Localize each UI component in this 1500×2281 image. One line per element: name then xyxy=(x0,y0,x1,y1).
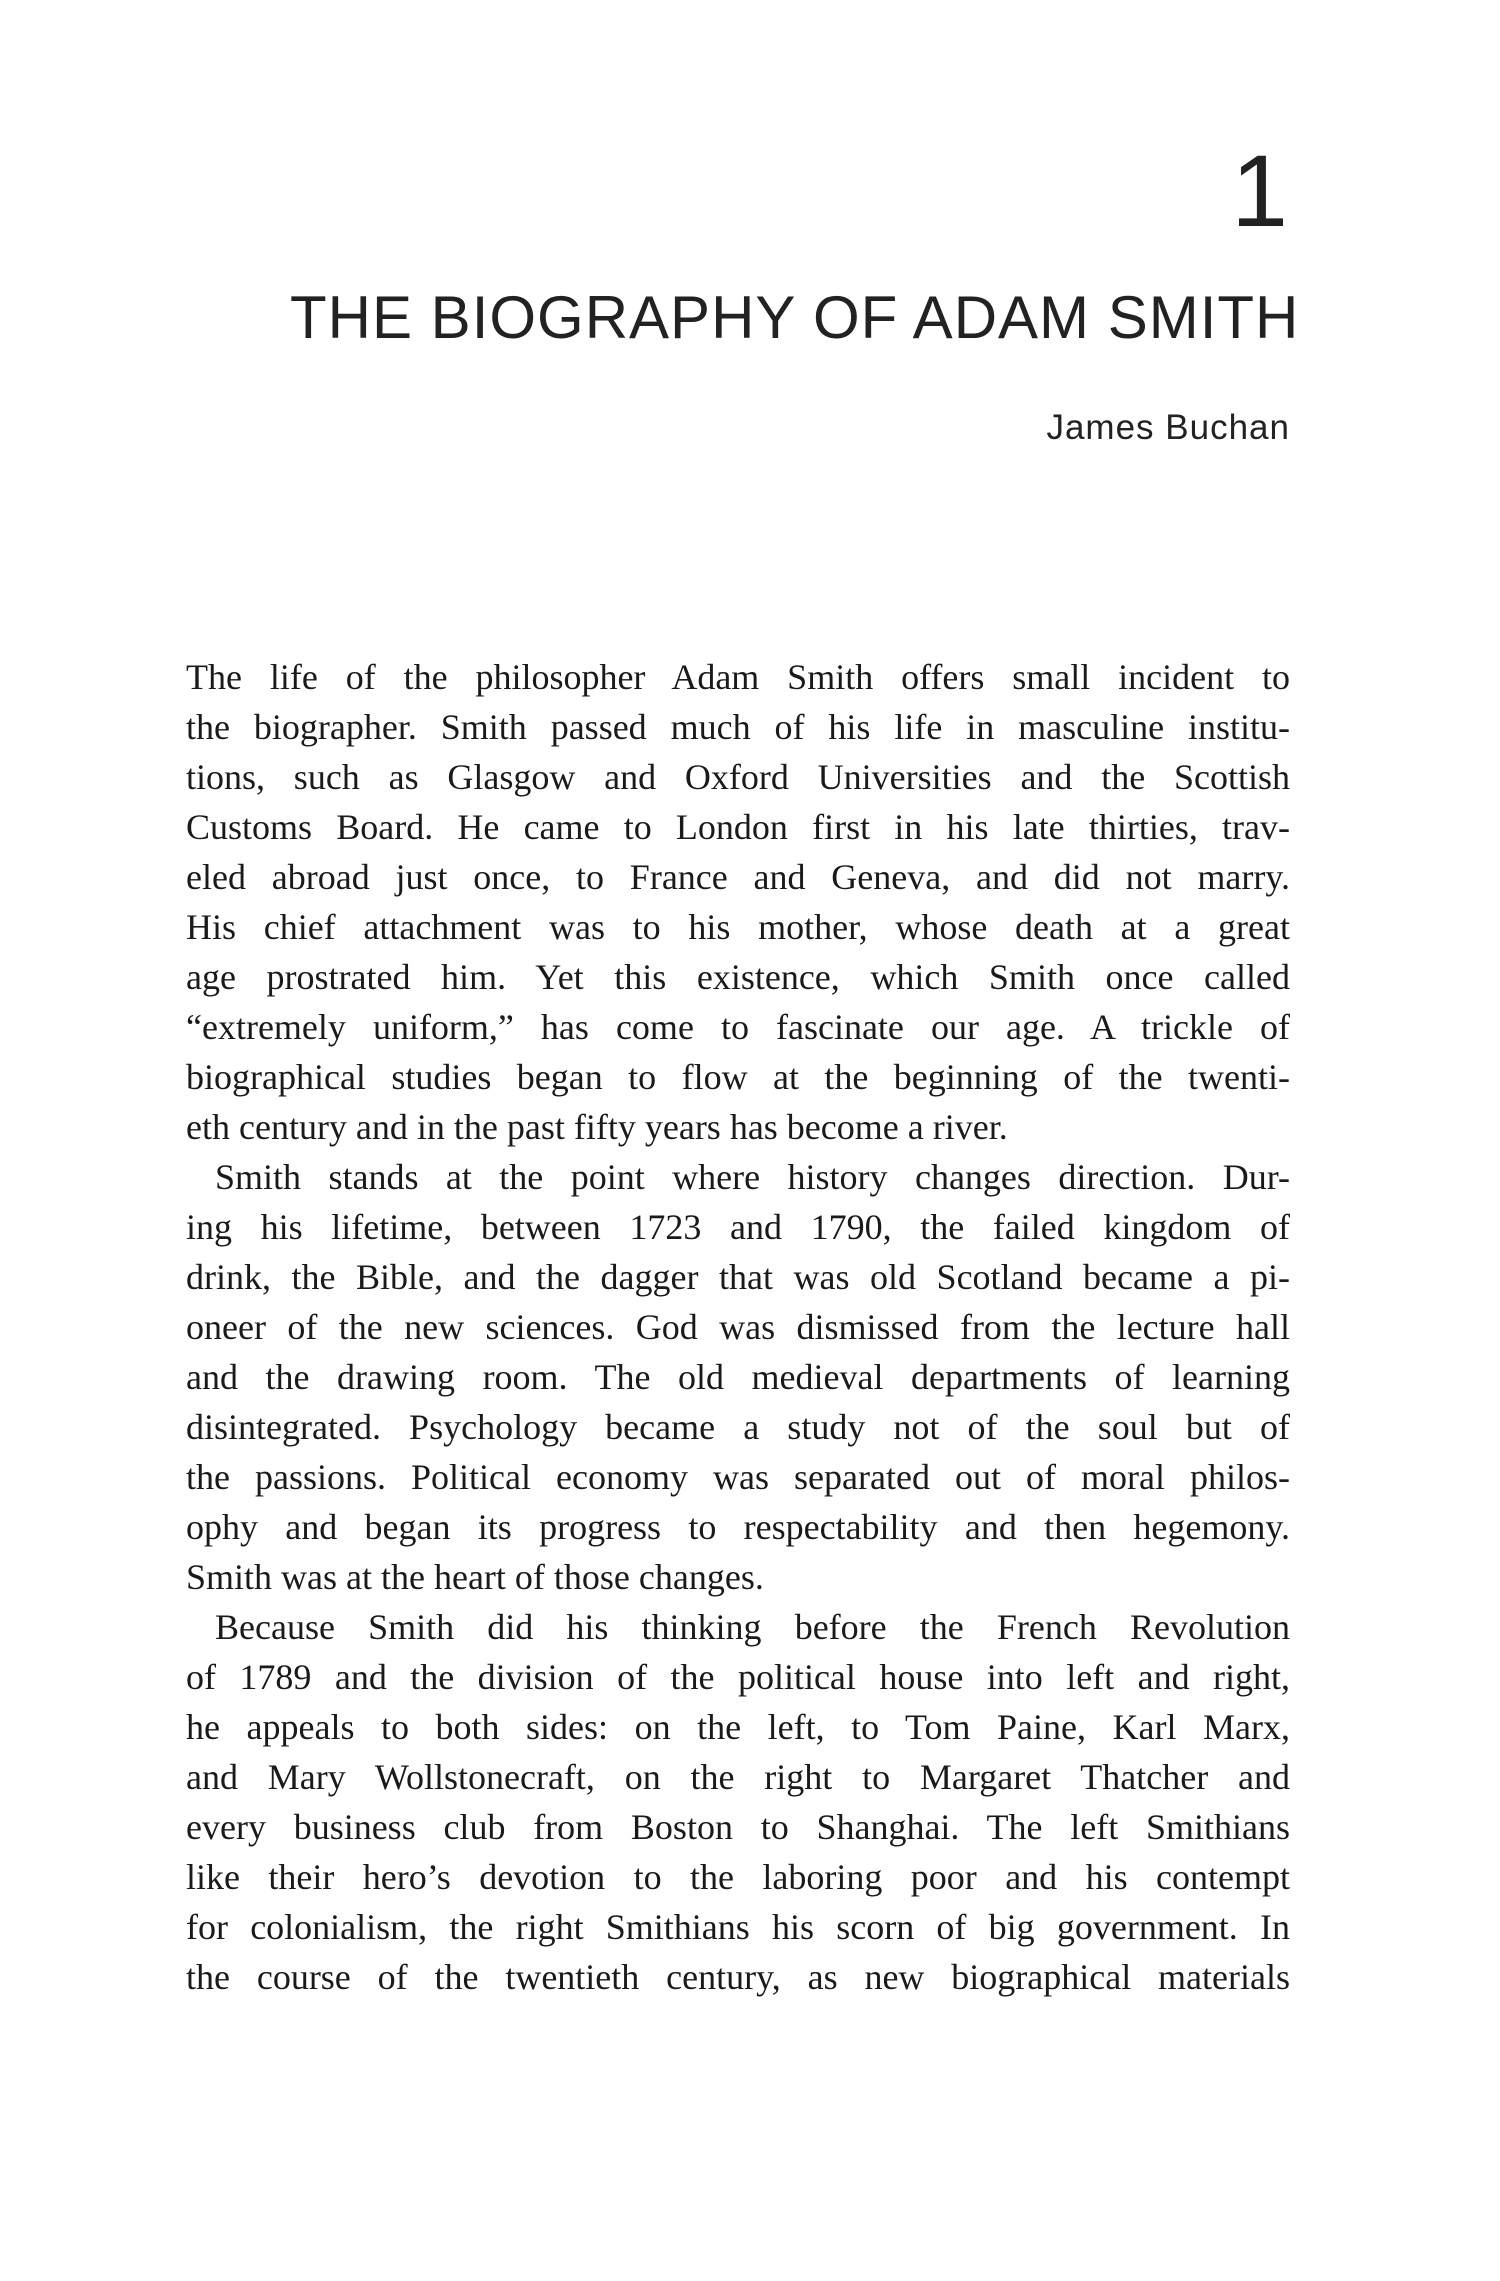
text-line: for colonialism, the right Smithians his scorn of big government. In xyxy=(186,1907,1290,1947)
text-line: the biographer. Smith passed much of his life in masculine institu- xyxy=(186,707,1290,747)
text-line: age prostrated him. Yet this existence, which Smith once called xyxy=(186,957,1290,997)
text-line: ing his lifetime, between 1723 and 1790, the failed kingdom of xyxy=(186,1207,1290,1247)
text-line: ophy and began its progress to respectability and then hegemony. xyxy=(186,1507,1290,1547)
text-line: The life of the philosopher Adam Smith offers small incident to xyxy=(186,657,1290,697)
text-line: eth century and in the past fifty years has become a river. xyxy=(186,1107,1008,1147)
text-line: of 1789 and the division of the political house into left and right, xyxy=(186,1657,1290,1697)
text-line: like their hero’s devotion to the laboring poor and his contempt xyxy=(186,1857,1290,1897)
text-line: every business club from Boston to Shanghai. The left Smithians xyxy=(186,1807,1290,1847)
text-line: oneer of the new sciences. God was dismissed from the lecture hall xyxy=(186,1307,1290,1347)
text-line: Smith was at the heart of those changes. xyxy=(186,1557,764,1597)
text-line: His chief attachment was to his mother, whose death at a great xyxy=(186,907,1290,947)
text-line: and Mary Wollstonecraft, on the right to Margaret Thatcher and xyxy=(186,1757,1290,1797)
text-line: Smith stands at the point where history changes direction. Dur- xyxy=(215,1157,1290,1197)
paragraph xyxy=(186,1602,1290,2002)
chapter-author: James Buchan xyxy=(1046,408,1290,447)
text-line: the course of the twentieth century, as new biographical materials xyxy=(186,1957,1290,1997)
text-line: Customs Board. He came to London first in his late thirties, trav- xyxy=(186,807,1290,847)
chapter-body xyxy=(186,652,1290,2002)
text-line: biographical studies began to flow at the beginning of the twenti- xyxy=(186,1057,1290,1097)
paragraph xyxy=(186,652,1290,1152)
text-line: eled abroad just once, to France and Geneva, and did not marry. xyxy=(186,857,1290,897)
chapter-title: THE BIOGRAPHY OF ADAM SMITH xyxy=(290,284,1300,351)
text-line: drink, the Bible, and the dagger that was old Scotland became a pi- xyxy=(186,1257,1290,1297)
chapter-number: 1 xyxy=(1231,134,1288,248)
text-line: he appeals to both sides: on the left, to Tom Paine, Karl Marx, xyxy=(186,1707,1290,1747)
text-line: and the drawing room. The old medieval departments of learning xyxy=(186,1357,1290,1397)
paragraph xyxy=(186,1152,1290,1602)
text-line: “extremely uniform,” has come to fascinate our age. A trickle of xyxy=(186,1007,1290,1047)
text-line: disintegrated. Psychology became a study not of the soul but of xyxy=(186,1407,1290,1447)
text-line: Because Smith did his thinking before the French Revolution xyxy=(215,1607,1290,1647)
text-line: tions, such as Glasgow and Oxford Universities and the Scottish xyxy=(186,757,1290,797)
text-line: the passions. Political economy was separated out of moral philos- xyxy=(186,1457,1290,1497)
